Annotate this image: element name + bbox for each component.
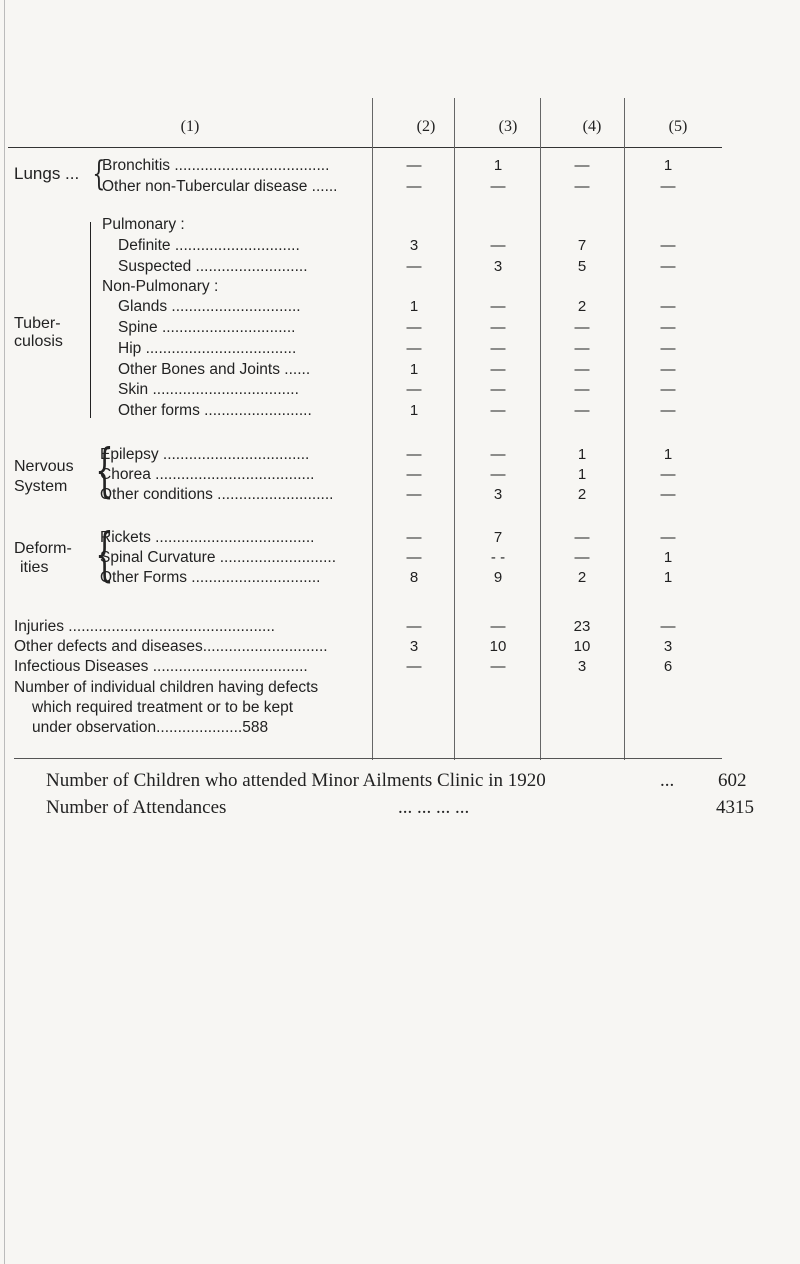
cell: 1	[409, 402, 419, 419]
group-label-tuberculosis: culosis	[14, 333, 63, 350]
subgroup-label: Pulmonary :	[102, 216, 185, 233]
page-edge	[4, 0, 5, 1264]
row-label: Spine ...............................	[118, 319, 296, 336]
cell: —	[660, 381, 676, 398]
footer-dots: ... ... ... ...	[398, 797, 470, 818]
cell: —	[490, 446, 506, 463]
cell: —	[660, 486, 676, 503]
column-divider	[624, 98, 625, 760]
cell: 1	[663, 446, 673, 463]
cell: —	[406, 340, 422, 357]
group-label-tuberculosis: Tuber-	[14, 315, 61, 332]
footer-label: Number of Attendances	[46, 797, 227, 818]
cell: —	[574, 178, 590, 195]
cell: —	[490, 298, 506, 315]
cell: —	[490, 402, 506, 419]
column-header-5: (5)	[668, 118, 688, 135]
group-label-deformities: ities	[20, 559, 49, 576]
cell: —	[490, 658, 506, 675]
group-label-lungs: Lungs ...	[14, 164, 80, 183]
cell: —	[490, 466, 506, 483]
cell: 23	[573, 618, 591, 635]
cell: —	[406, 529, 422, 546]
footer-line-clinic	[46, 770, 546, 792]
cell: 9	[493, 569, 503, 586]
cell: —	[406, 157, 422, 174]
cell: 5	[577, 258, 587, 275]
cell: 3	[663, 638, 673, 655]
cell: 1	[577, 466, 587, 483]
cell: —	[490, 178, 506, 195]
cell: 10	[489, 638, 507, 655]
brace: {	[92, 154, 106, 194]
cell: 7	[577, 237, 587, 254]
cell: 1	[663, 569, 673, 586]
row-label: Hip ...................................	[118, 340, 297, 357]
row-label: Other non-Tubercular disease ......	[102, 178, 338, 195]
header-rule	[8, 147, 722, 148]
row-label: Other forms .........................	[118, 402, 312, 419]
cell: —	[406, 486, 422, 503]
row-label: Injuries ................................................	[14, 618, 275, 635]
cell: —	[406, 381, 422, 398]
cell: —	[490, 340, 506, 357]
cell: 1	[409, 298, 419, 315]
cell: —	[660, 298, 676, 315]
cell: —	[660, 402, 676, 419]
subgroup-label: Non-Pulmonary :	[102, 278, 219, 295]
cell: —	[660, 258, 676, 275]
cell: 10	[573, 638, 591, 655]
group-label-nervous: Nervous	[14, 458, 74, 475]
cell: 3	[493, 486, 503, 503]
cell: —	[660, 361, 676, 378]
group-label-nervous: System	[14, 478, 68, 495]
footer-label: Number of Children who attended Minor Ailments Clinic in 1920	[46, 770, 546, 791]
cell: —	[490, 381, 506, 398]
note-line: which required treatment or to be kept	[32, 699, 294, 716]
cell: 3	[577, 658, 587, 675]
cell: 1	[663, 549, 673, 566]
row-label: Rickets .....................................	[100, 529, 315, 546]
cell: 1	[663, 157, 673, 174]
cell: —	[406, 618, 422, 635]
cell: —	[660, 178, 676, 195]
cell: —	[660, 340, 676, 357]
cell: —	[574, 319, 590, 336]
cell: —	[406, 658, 422, 675]
footer-value: 4315	[716, 797, 754, 818]
cell: —	[406, 258, 422, 275]
cell: —	[660, 529, 676, 546]
column-header-4: (4)	[582, 118, 602, 135]
cell: —	[574, 529, 590, 546]
row-label: Other defects and diseases.............................	[14, 638, 328, 655]
cell: —	[574, 157, 590, 174]
row-label: Bronchitis ....................................	[102, 157, 330, 174]
row-label: Infectious Diseases ....................................	[14, 658, 308, 675]
cell: 3	[493, 258, 503, 275]
cell: —	[490, 361, 506, 378]
row-label: Epilepsy ..................................	[100, 446, 310, 463]
cell: —	[406, 549, 422, 566]
cell: —	[490, 618, 506, 635]
cell: —	[574, 381, 590, 398]
row-label: Other conditions ...........................	[100, 486, 334, 503]
row-label: Chorea .....................................	[100, 466, 315, 483]
cell: —	[406, 319, 422, 336]
column-header-2: (2)	[416, 118, 436, 135]
cell: —	[406, 466, 422, 483]
cell: 6	[663, 658, 673, 675]
row-label: Other Forms ..............................	[100, 569, 321, 586]
cell: 2	[577, 298, 587, 315]
cell: —	[490, 237, 506, 254]
column-divider	[454, 98, 455, 760]
brace	[90, 222, 91, 418]
brace: {	[95, 436, 114, 504]
cell: 7	[493, 529, 503, 546]
cell: 3	[409, 237, 419, 254]
cell: 1	[577, 446, 587, 463]
footer-line-attendances	[46, 797, 226, 819]
brace: {	[95, 520, 114, 588]
cell: —	[490, 319, 506, 336]
cell: 1	[493, 157, 503, 174]
cell: 2	[577, 569, 587, 586]
cell: —	[660, 618, 676, 635]
footer-dots: ...	[660, 770, 675, 791]
table-bottom-rule	[14, 758, 722, 759]
column-header-1: (1)	[180, 118, 200, 135]
column-divider	[540, 98, 541, 760]
column-divider	[372, 98, 373, 760]
column-header-3: (3)	[498, 118, 518, 135]
cell: —	[660, 319, 676, 336]
row-label: Skin ..................................	[118, 381, 299, 398]
cell: 3	[409, 638, 419, 655]
footer-value: 602	[718, 770, 747, 791]
cell: —	[660, 237, 676, 254]
cell: —	[574, 549, 590, 566]
cell: —	[574, 361, 590, 378]
row-label: Definite .............................	[118, 237, 300, 254]
cell: —	[574, 402, 590, 419]
row-label: Glands ..............................	[118, 298, 301, 315]
cell: —	[406, 178, 422, 195]
cell: —	[406, 446, 422, 463]
cell: 2	[577, 486, 587, 503]
group-label-deformities: Deform-	[14, 540, 72, 557]
cell: 1	[409, 361, 419, 378]
cell: 8	[409, 569, 419, 586]
note-line: Number of individual children having defects	[14, 679, 319, 696]
cell: —	[660, 466, 676, 483]
note-line: under observation....................588	[32, 719, 269, 736]
cell: - -	[490, 549, 506, 566]
row-label: Spinal Curvature ...........................	[100, 549, 337, 566]
row-label: Suspected ..........................	[118, 258, 308, 275]
row-label: Other Bones and Joints ......	[118, 361, 311, 378]
cell: —	[574, 340, 590, 357]
